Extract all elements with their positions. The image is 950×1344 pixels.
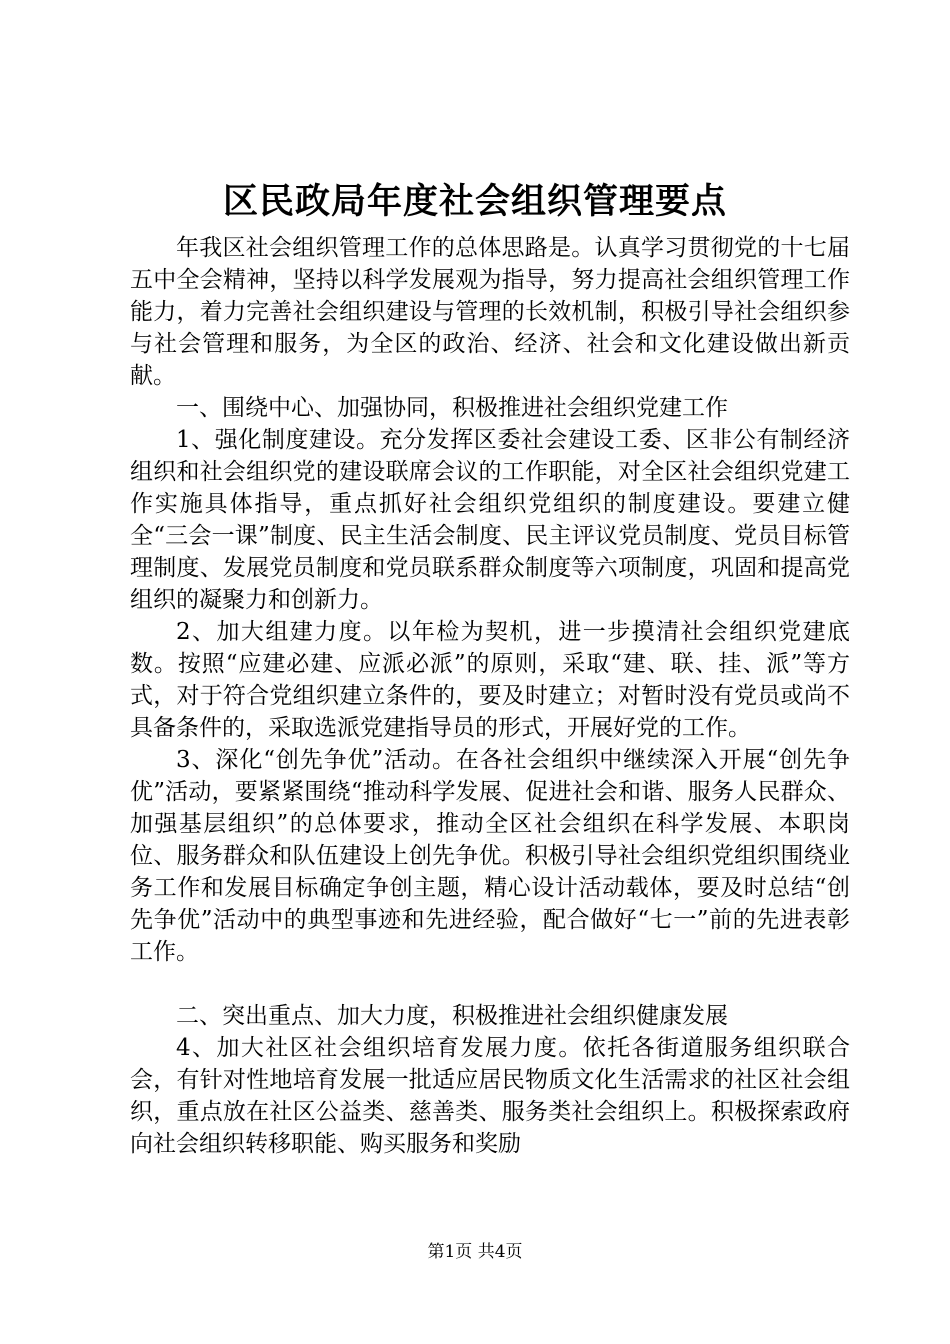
page-number-footer: 第1页 共4页 [427, 1242, 523, 1262]
document-title: 区民政局年度社会组织管理要点 [222, 181, 727, 222]
section-heading-1: 一、围绕中心、加强协同，积极推进社会组织党建工作 [176, 395, 728, 421]
paragraph-item-1: 1、强化制度建设。充分发挥区委社会建设工委、区非公有制经济组织和社会组织党的建设联席会议的工作职能，对全区社会组织党建工作实施具体指导，重点抓好社会组织党组织的制度建设。要建立健全“三会一课”制度、民主生活会制度、民主评议党员制度、党员目标管理制度、发展党员制度和党员联系群众制度等六项制度，巩固和提高党组织的凝聚力和创新力。 [130, 427, 850, 613]
section-heading-2: 二、突出重点、加大力度，积极推进社会组织健康发展 [176, 1003, 728, 1029]
paragraph-intro: 年我区社会组织管理工作的总体思路是。认真学习贯彻党的十七届五中全会精神，坚持以科学发展观为指导，努力提高社会组织管理工作能力，着力完善社会组织建设与管理的长效机制，积极引导社会组织参与社会管理和服务，为全区的政治、经济、社会和文化建设做出新贡献。 [130, 235, 850, 389]
document-body [130, 232, 850, 1160]
paragraph-item-4: 4、加大社区社会组织培育发展力度。依托各街道服务组织联合会，有针对性地培育发展一批适应居民物质文化生活需求的社区社会组织，重点放在社区公益类、慈善类、服务类社会组织上。积极探索政府向社会组织转移职能、购买服务和奖励 [130, 1035, 850, 1157]
paragraph-item-2: 2、加大组建力度。以年检为契机，进一步摸清社会组织党建底数。按照“应建必建、应派必派”的原则，采取“建、联、挂、派”等方式，对于符合党组织建立条件的，要及时建立；对暂时没有党员或尚不具备条件的，采取选派党建指导员的形式，开展好党的工作。 [130, 619, 850, 741]
paragraph-item-3: 3、深化“创先争优”活动。在各社会组织中继续深入开展“创先争优”活动，要紧紧围绕“推动科学发展、促进社会和谐、服务人民群众、加强基层组织”的总体要求，推动全区社会组织在科学发展、本职岗位、服务群众和队伍建设上创先争优。积极引导社会组织党组织围绕业务工作和发展目标确定争创主题，精心设计活动载体，要及时总结“创先争优”活动中的典型事迹和先进经验，配合做好“七一”前的先进表彰工作。 [130, 747, 850, 965]
